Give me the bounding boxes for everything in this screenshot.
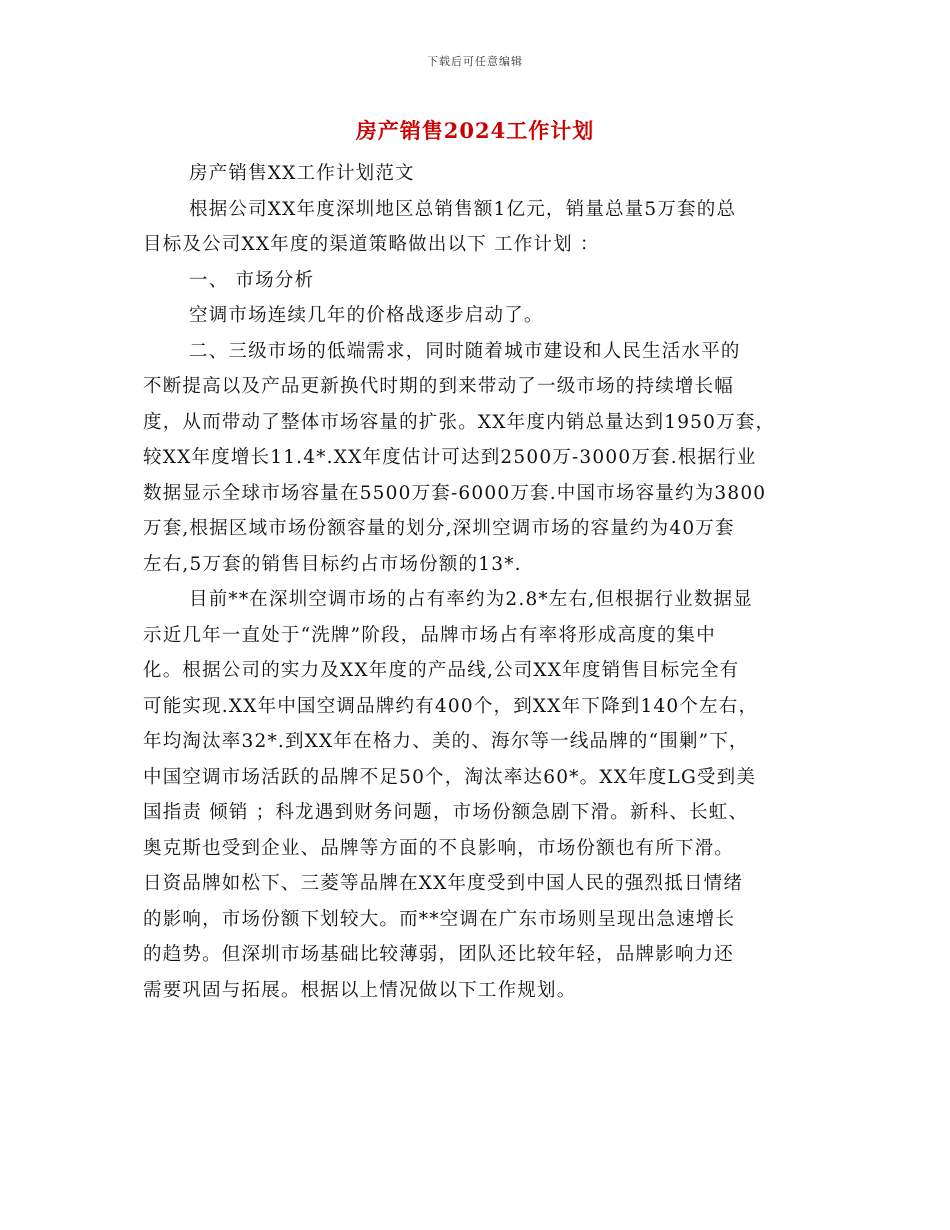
text-line: 国指责 倾销 ；科龙遇到财务问题，市场份额急剧下滑。新科、长虹、 bbox=[143, 802, 749, 823]
text-line: 奥克斯也受到企业、品牌等方面的不良影响，市场份额也有所下滑。 bbox=[143, 837, 735, 859]
text-line: 度，从而带动了整体市场容量的扩张。XX年度内销总量达到1950万套， bbox=[143, 411, 776, 433]
text-line: 中国空调市场活跃的品牌不足50个，淘汰率达60*。XX年度LG受到美 bbox=[143, 766, 757, 788]
text-line: 的影响，市场份额下划较大。而**空调在广东市场则呈现出急速增长 bbox=[143, 908, 736, 930]
text-line: 需要巩固与拓展。根据以上情况做以下工作规划。 bbox=[143, 979, 577, 1001]
text-line: 不断提高以及产品更新换代时期的到来带动了一级市场的持续增长幅 bbox=[143, 376, 735, 397]
document-title: 房产销售2024工作计划 bbox=[355, 118, 595, 143]
text-line: 日资品牌如松下、三菱等品牌在XX年度受到中国人民的强烈抵日情绪 bbox=[143, 873, 744, 894]
text-line: 左右,5万套的销售目标约占市场份额的13*. bbox=[143, 553, 522, 575]
text-line: 房产销售XX工作计划范文 bbox=[189, 163, 415, 184]
text-line: 空调市场连续几年的价格战逐步启动了。 bbox=[189, 305, 544, 326]
text-line: 根据公司XX年度深圳地区总销售额1亿元，销量总量5万套的总 bbox=[189, 198, 737, 220]
text-line: 二、三级市场的低端需求，同时随着城市建设和人民生活水平的 bbox=[189, 340, 741, 362]
text-line: 万套,根据区域市场份额容量的划分,深圳空调市场的容量约为40万套 bbox=[143, 518, 735, 539]
text-line: 的趋势。但深圳市场基础比较薄弱，团队还比较年轻，品牌影响力还 bbox=[143, 944, 735, 965]
text-line: 化。根据公司的实力及XX年度的产品线,公司XX年度销售目标完全有 bbox=[143, 660, 740, 681]
text-line: 年均淘汰率32*.到XX年在格力、美的、海尔等一线品牌的“围剿”下， bbox=[143, 731, 749, 752]
text-line: 较XX年度增长11.4*.XX年度估计可达到2500万-3000万套.根据行业 bbox=[143, 447, 757, 468]
text-line: 目标及公司XX年度的渠道策略做出以下 工作计划 ： bbox=[143, 234, 600, 255]
text-line: 可能实现.XX年中国空调品牌约有400个，到XX年下降到140个左右， bbox=[143, 695, 759, 717]
text-line: 示近几年一直处于“洗牌”阶段，品牌市场占有率将形成高度的集中 bbox=[143, 624, 716, 646]
text-line: 目前**在深圳空调市场的占有率约为2.8*左右,但根据行业数据显 bbox=[189, 589, 753, 610]
text-line: 一、 市场分析 bbox=[189, 269, 315, 291]
document-body bbox=[143, 156, 818, 1008]
page-header-note: 下载后可任意编辑 bbox=[427, 55, 523, 68]
text-line: 数据显示全球市场容量在5500万套-6000万套.中国市场容量约为3800 bbox=[143, 482, 767, 504]
